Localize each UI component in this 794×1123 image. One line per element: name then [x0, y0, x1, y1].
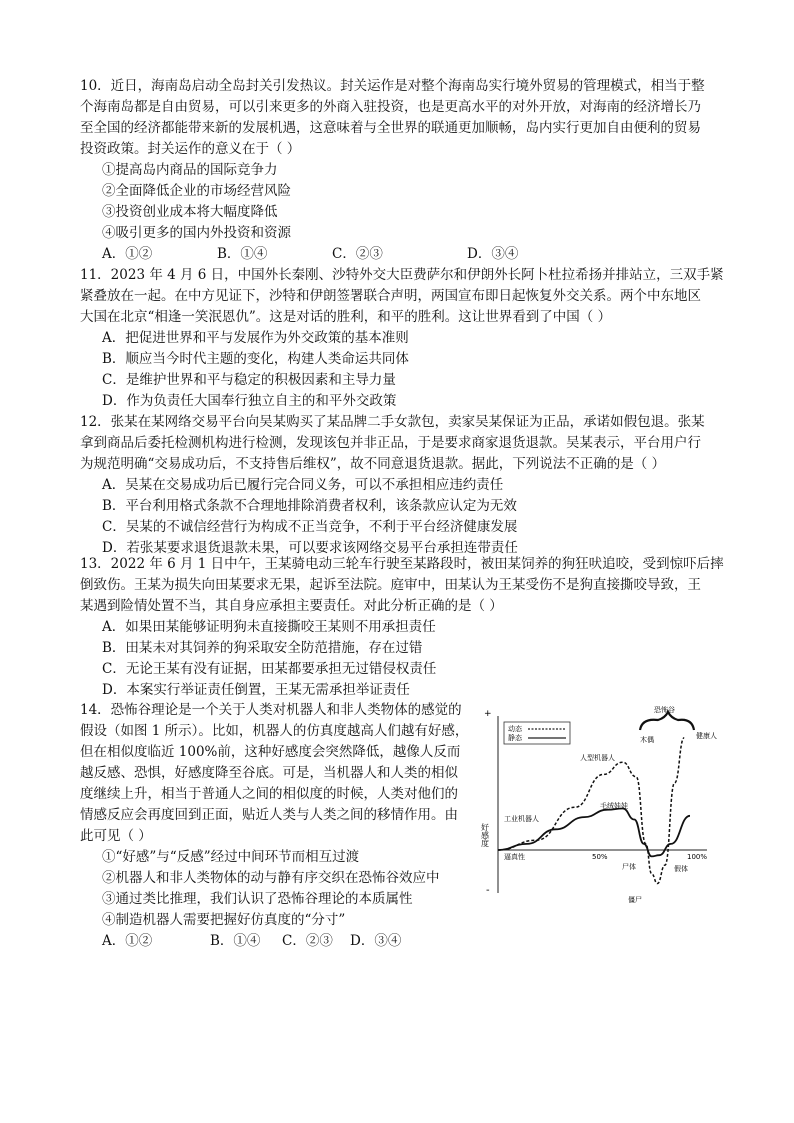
question-text-line: 假设（如图 1 所示）。比如，机器人的仿真度越高人们越有好感，	[80, 723, 469, 739]
question-text-line: 倒致伤。王某为损失向田某要求无果，起诉至法院。庭审中，田某认为王某受伤不是狗直接撕咬导致，王	[80, 577, 701, 593]
question-text-line: 但在相似度临近 100%前，这种好感度会突然降低，越像人反而	[80, 744, 461, 760]
statement-item: ②全面降低企业的市场经营风险	[102, 183, 291, 199]
question-text-line: 13．2022 年 6 月 1 日中午，王某骑电动三轮车行驶至某路段时，被田某饲养的狗狂吠追咬，受到惊吓后摔	[80, 556, 724, 572]
choice-row	[80, 244, 720, 265]
choice-b[interactable]: B．①④	[217, 246, 268, 262]
choice-c[interactable]: C．②③	[282, 933, 333, 949]
question-12	[80, 412, 720, 559]
legend-label-dynamic: 动态	[508, 725, 522, 733]
annotation-puppet: 木偶	[640, 736, 654, 744]
question-text-line: 度继续上升，相当于普通人之间的相似度的时候，人类对他们的	[80, 786, 458, 802]
annotation-corpse: 尸体	[622, 863, 636, 871]
choice-row	[80, 931, 472, 952]
annotation-prosthetic: 假体	[674, 865, 688, 873]
option-c[interactable]: C．无论王某有没有证据，田某都要承担无过错侵权责任	[102, 661, 437, 677]
statement-item: ①提高岛内商品的国际竞争力	[102, 162, 278, 178]
question-text-line: 此可见（ ）	[80, 828, 152, 844]
statement-item: ④制造机器人需要把握好仿真度的“分寸”	[102, 912, 346, 928]
option-d[interactable]: D．作为负责任大国奉行独立自主的和平外交政策	[102, 393, 397, 409]
question-text-line: 10．近日，海南岛启动全岛封关引发热议。封关运作是对整个海南岛实行境外贸易的管理模式，相当于整	[80, 78, 705, 94]
option-a[interactable]: A．如果田某能够证明狗未直接撕咬王某则不用承担责任	[102, 619, 436, 635]
question-text-line: 紧叠放在一起。在中方见证下，沙特和伊朗签署联合声明，两国宣布即日起恢复外交关系。两个中东地区	[80, 288, 701, 304]
option-b[interactable]: B．平台利用格式条款不合理地排除消费者权利，该条款应认定为无效	[102, 498, 517, 514]
option-b[interactable]: B．顺应当今时代主题的变化，构建人类命运共同体	[102, 351, 409, 367]
choice-a[interactable]: A．①②	[102, 933, 153, 949]
chart-title: 恐怖谷	[654, 706, 675, 714]
option-b[interactable]: B．田某未对其饲养的狗采取安全防范措施，存在过错	[102, 640, 423, 656]
statement-item: ④吸引更多的国内外投资和资源	[102, 225, 291, 241]
question-10	[80, 76, 720, 265]
question-13	[80, 554, 724, 701]
question-text-line: 投资政策。封关运作的意义在于（ ）	[80, 141, 301, 157]
annotation-healthy-person: 健康人	[696, 732, 717, 740]
annotation-humanoid-robot: 人型机器人	[580, 754, 615, 762]
x-axis-label: 逼真性	[504, 853, 525, 861]
question-11	[80, 265, 724, 412]
choice-c[interactable]: C．②③	[332, 246, 383, 262]
question-14	[80, 700, 472, 952]
option-a[interactable]: A．把促进世界和平与发展作为外交政策的基本准则	[102, 330, 409, 346]
option-d[interactable]: D．若张某要求退货退款未果，可以要求该网络交易平台承担连带责任	[102, 540, 518, 556]
question-text-line: 拿到商品后委托检测机构进行检测，发现该包并非正品，于是要求商家退货退款。吴某表示，平台用户行	[80, 435, 701, 451]
y-marker-minus: -	[486, 885, 490, 896]
option-c[interactable]: C．吴某的不诚信经营行为构成不正当竞争，不利于平台经济健康发展	[102, 519, 518, 535]
option-a[interactable]: A．吴某在交易成功后已履行完合同义务，可以不承担相应违约责任	[102, 477, 504, 493]
question-text-line: 大国在北京“相逢一笑泯恩仇”。这是对话的胜利，和平的胜利。这让世界看到了中国（ ）	[80, 309, 612, 325]
question-text-line: 为规范明确“交易成功后，不支持售后维权”，故不同意退货退款。据此，下列说法不正确的是（ ）	[80, 456, 666, 472]
x-tick-label: 100%	[687, 853, 708, 861]
question-text-line: 至全国的经济都能带来新的发展机遇，这意味着与全世界的联通更加顺畅，岛内实行更加自由便利的贸易	[80, 120, 701, 136]
choice-b[interactable]: B．①④	[210, 933, 261, 949]
statement-item: ③投资创业成本将大幅度降低	[102, 204, 278, 220]
question-text-line: 14．恐怖谷理论是一个关于人类对机器人和非人类物体的感觉的	[80, 702, 462, 718]
annotation-stuffed-doll: 毛绒娃娃	[600, 802, 628, 810]
statement-item: ②机器人和非人类物体的动与静有序交织在恐怖谷效应中	[102, 870, 440, 886]
annotation-industrial-robot: 工业机器人	[504, 815, 539, 823]
choice-d[interactable]: D．③④	[350, 933, 402, 949]
statement-item: ①“好感”与“反感”经过中间环节而相互过渡	[102, 849, 360, 865]
y-marker-plus: +	[484, 709, 492, 719]
y-axis-label: 好感度	[480, 823, 490, 847]
question-text-line: 11．2023 年 4 月 6 日，中国外长秦刚、沙特外交大臣费萨尔和伊朗外长阿卜杜拉希扬并排站立，三双手紧	[80, 267, 724, 283]
question-text-line: 12．张某在某网络交易平台向吴某购买了某品牌二手女款包，卖家吴某保证为正品，承诺如假包退。张某	[80, 414, 705, 430]
uncanny-valley-chart	[480, 706, 717, 904]
question-text-line: 个海南岛都是自由贸易，可以引来更多的外商入驻投资，也是更高水平的对外开放，对海南的经济增长乃	[80, 99, 701, 115]
option-d[interactable]: D．本案实行举证责任倒置，王某无需承担举证责任	[102, 682, 410, 698]
valley-brace	[640, 712, 694, 730]
statement-item: ③通过类比推理，我们认识了恐怖谷理论的本质属性	[102, 891, 413, 907]
option-c[interactable]: C．是维护世界和平与稳定的积极因素和主导力量	[102, 372, 396, 388]
question-text-line: 情感反应会再度回到正面，贴近人类与人类之间的移情作用。由	[80, 807, 458, 823]
annotation-zombie: 僵尸	[628, 896, 642, 904]
choice-a[interactable]: A．①②	[102, 246, 153, 262]
x-tick-label: 50%	[592, 853, 608, 861]
question-text-line: 越反感、恐惧，好感度降至谷底。可是，当机器人和人类的相似	[80, 765, 458, 781]
choice-d[interactable]: D．③④	[467, 246, 519, 262]
legend-label-static: 静态	[508, 734, 522, 742]
legend	[504, 722, 570, 744]
question-text-line: 某遇到险情处置不当，其自身应承担主要责任。对此分析正确的是（ ）	[80, 598, 503, 614]
